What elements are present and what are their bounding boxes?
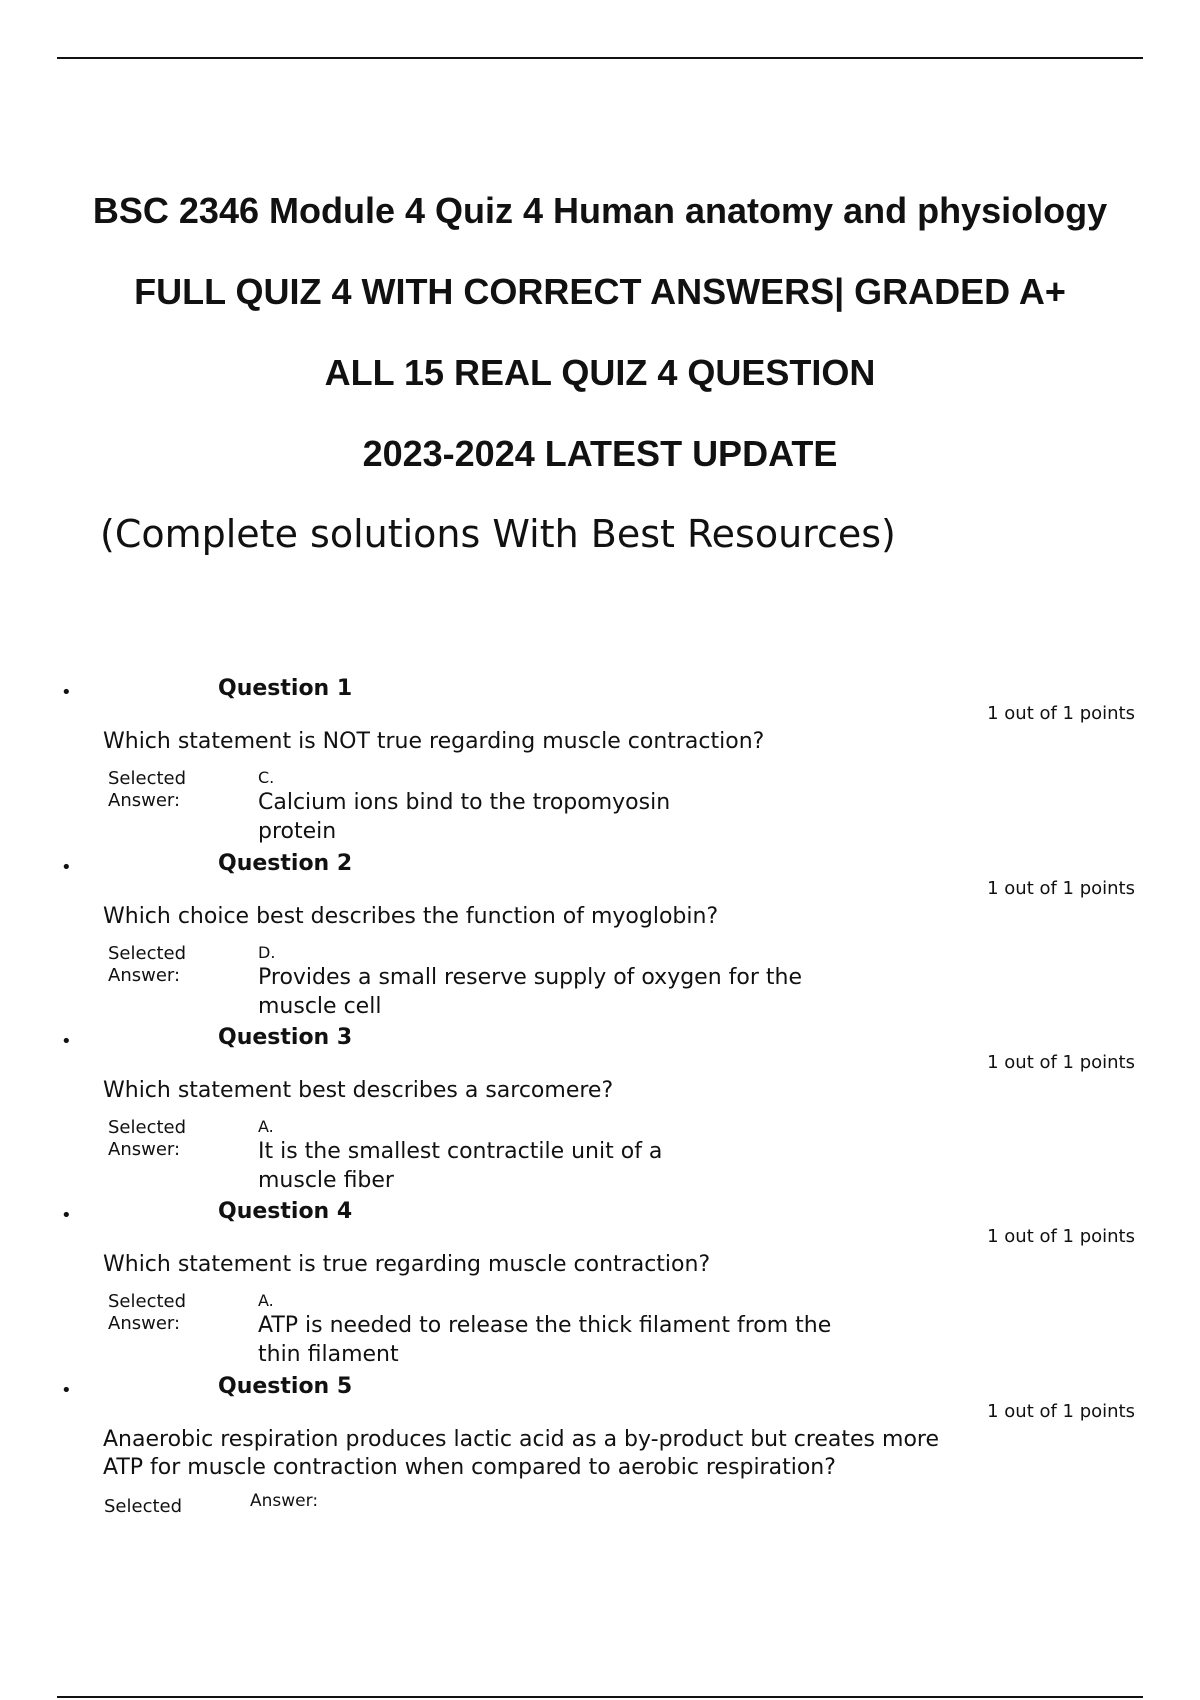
question-text: Which statement best describes a sarcomere? bbox=[103, 1078, 614, 1103]
question-item bbox=[0, 1025, 1200, 1200]
bullet-icon: • bbox=[61, 857, 72, 878]
title-line-1: BSC 2346 Module 4 Quiz 4 Human anatomy and physiology bbox=[92, 190, 1108, 231]
answer-text: Calcium ions bind to the tropomyosin protein bbox=[258, 790, 671, 844]
question-label: Question 5 bbox=[218, 1374, 353, 1399]
question-item bbox=[0, 1374, 1200, 1549]
question-label: Question 4 bbox=[218, 1199, 353, 1224]
selected-answer-label: Selected Answer: bbox=[108, 1291, 187, 1334]
question-text: Which statement is NOT true regarding muscle contraction? bbox=[103, 729, 765, 754]
question-text: Which statement is true regarding muscle contraction? bbox=[103, 1252, 711, 1277]
selected-answer-label: Selected Answer: bbox=[108, 768, 187, 811]
answer-text: Provides a small reserve supply of oxygen for the muscle cell bbox=[258, 965, 803, 1019]
question-item bbox=[0, 1199, 1200, 1374]
question-label: Question 3 bbox=[218, 1025, 353, 1050]
question-text: Anaerobic respiration produces lactic acid as a by-product but creates more ATP for muscle contraction when compared to aerobic respiration? bbox=[103, 1427, 939, 1480]
document-subtitle: (Complete solutions With Best Resources) bbox=[100, 512, 896, 556]
title-line-4: 2023-2024 LATEST UPDATE bbox=[362, 433, 838, 474]
title-line-3: ALL 15 REAL QUIZ 4 QUESTION bbox=[324, 352, 876, 393]
answer-text: ATP is needed to release the thick filament from the thin filament bbox=[258, 1313, 832, 1367]
selected-answer-label: Selected Answer: bbox=[108, 943, 187, 986]
answer-label: Answer: bbox=[250, 1491, 319, 1511]
question-points: 1 out of 1 points bbox=[987, 1226, 1135, 1247]
answer-letter: A. bbox=[258, 1117, 274, 1136]
question-points: 1 out of 1 points bbox=[987, 703, 1135, 724]
bullet-icon: • bbox=[61, 1031, 72, 1052]
question-item bbox=[0, 676, 1200, 851]
question-label: Question 2 bbox=[218, 851, 353, 876]
answer-letter: A. bbox=[258, 1291, 274, 1310]
question-points: 1 out of 1 points bbox=[987, 878, 1135, 899]
answer-letter: C. bbox=[258, 768, 275, 787]
top-rule bbox=[57, 57, 1143, 59]
question-item bbox=[0, 851, 1200, 1026]
question-points: 1 out of 1 points bbox=[987, 1052, 1135, 1073]
question-label: Question 1 bbox=[218, 676, 353, 701]
question-points: 1 out of 1 points bbox=[987, 1401, 1135, 1422]
bullet-icon: • bbox=[61, 1205, 72, 1226]
answer-text: It is the smallest contractile unit of a muscle fiber bbox=[258, 1139, 663, 1193]
answer-letter: D. bbox=[258, 943, 276, 962]
bottom-rule bbox=[57, 1696, 1143, 1698]
selected-answer-label: Selected Answer: bbox=[108, 1117, 187, 1160]
bullet-icon: • bbox=[61, 1380, 72, 1401]
question-text: Which choice best describes the function of myoglobin? bbox=[103, 904, 719, 929]
title-line-2: FULL QUIZ 4 WITH CORRECT ANSWERS| GRADED A+ bbox=[134, 271, 1066, 312]
bullet-icon: • bbox=[61, 682, 72, 703]
document-title bbox=[0, 170, 1200, 494]
selected-label: Selected bbox=[104, 1496, 183, 1517]
